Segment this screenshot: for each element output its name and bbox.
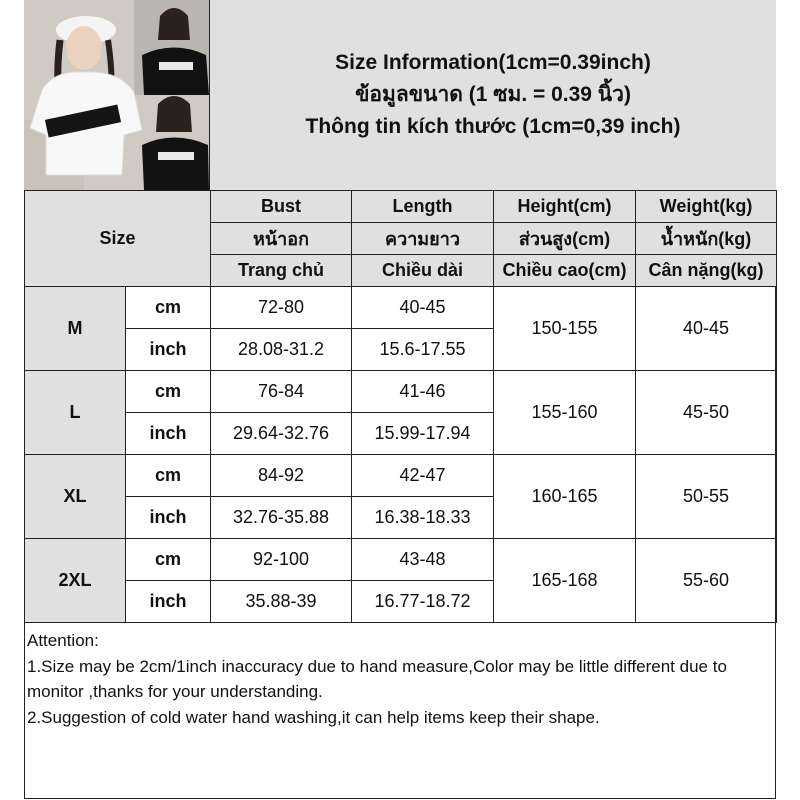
unit-label: cm xyxy=(126,287,211,329)
column-header-bust-th: หน้าอก xyxy=(211,223,352,255)
bust-inch-cell: 35.88-39 xyxy=(211,581,352,623)
header-title-vi: Thông tin kích thước (1cm=0,39 inch) xyxy=(305,115,681,138)
column-header-height-th: ส่วนสูง(cm) xyxy=(494,223,636,255)
bust-inch-cell: 32.76-35.88 xyxy=(211,497,352,539)
size-label: M xyxy=(25,287,126,371)
weight-cell: 45-50 xyxy=(636,371,777,455)
attention-item-1: 1.Size may be 2cm/1inch inaccuracy due to hand measure,Color may be little different due to monitor ,thanks for your understanding. xyxy=(27,656,727,701)
table-header-row xyxy=(25,191,777,223)
weight-cell: 50-55 xyxy=(636,455,777,539)
height-cell: 150-155 xyxy=(494,287,636,371)
size-label: XL xyxy=(25,455,126,539)
unit-label: cm xyxy=(126,539,211,581)
column-header-weight: Weight(kg) xyxy=(636,191,777,223)
column-header-height-vi: Chiều cao(cm) xyxy=(494,255,636,287)
length-cm-cell: 41-46 xyxy=(352,371,494,413)
table-row xyxy=(25,371,777,413)
size-info-header xyxy=(210,0,776,191)
length-inch-cell: 15.6-17.55 xyxy=(352,329,494,371)
height-cell: 160-165 xyxy=(494,455,636,539)
column-header-length-th: ความยาว xyxy=(352,223,494,255)
length-inch-cell: 15.99-17.94 xyxy=(352,413,494,455)
height-cell: 165-168 xyxy=(494,539,636,623)
height-cell: 155-160 xyxy=(494,371,636,455)
bust-cm-cell: 72-80 xyxy=(211,287,352,329)
column-header-weight-th: น้ำหนัก(kg) xyxy=(636,223,777,255)
weight-cell: 40-45 xyxy=(636,287,777,371)
bust-cm-cell: 76-84 xyxy=(211,371,352,413)
table-row xyxy=(25,287,777,329)
column-header-bust: Bust xyxy=(211,191,352,223)
attention-notes xyxy=(27,628,772,730)
attention-title: Attention: xyxy=(27,631,99,650)
unit-label: cm xyxy=(126,455,211,497)
weight-cell: 55-60 xyxy=(636,539,777,623)
column-header-bust-vi: Trang chủ xyxy=(211,255,352,287)
length-cm-cell: 40-45 xyxy=(352,287,494,329)
size-column-header: Size xyxy=(25,191,211,287)
product-photo-illustration xyxy=(24,0,209,190)
column-header-height: Height(cm) xyxy=(494,191,636,223)
length-inch-cell: 16.38-18.33 xyxy=(352,497,494,539)
unit-label: inch xyxy=(126,329,211,371)
unit-label: inch xyxy=(126,581,211,623)
header-title-th: ข้อมูลขนาด (1 ซม. = 0.39 นิ้ว) xyxy=(355,83,631,106)
table-row xyxy=(25,539,777,581)
size-table xyxy=(24,190,777,623)
unit-label: cm xyxy=(126,371,211,413)
bust-cm-cell: 92-100 xyxy=(211,539,352,581)
unit-label: inch xyxy=(126,413,211,455)
column-header-weight-vi: Cân nặng(kg) xyxy=(636,255,777,287)
unit-label: inch xyxy=(126,497,211,539)
length-cm-cell: 43-48 xyxy=(352,539,494,581)
product-photo xyxy=(24,0,210,190)
size-label: 2XL xyxy=(25,539,126,623)
bust-inch-cell: 29.64-32.76 xyxy=(211,413,352,455)
bust-inch-cell: 28.08-31.2 xyxy=(211,329,352,371)
table-row xyxy=(25,455,777,497)
size-label: L xyxy=(25,371,126,455)
bust-cm-cell: 84-92 xyxy=(211,455,352,497)
header-title-en: Size Information(1cm=0.39inch) xyxy=(335,51,651,74)
attention-item-2: 2.Suggestion of cold water hand washing,it can help items keep their shape. xyxy=(27,707,600,727)
column-header-length: Length xyxy=(352,191,494,223)
length-inch-cell: 16.77-18.72 xyxy=(352,581,494,623)
length-cm-cell: 42-47 xyxy=(352,455,494,497)
column-header-length-vi: Chiều dài xyxy=(352,255,494,287)
